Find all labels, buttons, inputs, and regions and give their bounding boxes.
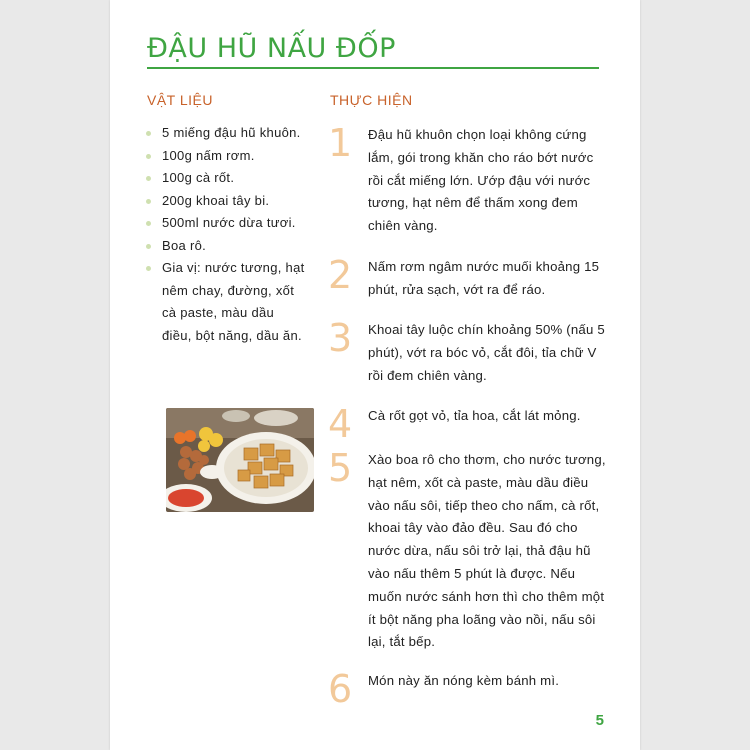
step-number: 6 <box>328 667 353 711</box>
ingredient-list <box>146 122 306 347</box>
bullet-icon <box>146 221 151 226</box>
title-divider <box>147 67 599 69</box>
step-text: Khoai tây luộc chín khoảng 50% (nấu 5 phút), vớt ra bóc vỏ, cắt đôi, tỉa chữ V rồi đem chiên vàng. <box>368 322 605 383</box>
step-text: Đậu hũ khuôn chọn loại không cứng lắm, gói trong khăn cho ráo bớt nước rồi cắt miếng lớn. Ướp đậu với nước tương, hạt nêm để thấm xong đem chiên vàng. <box>368 127 594 234</box>
bullet-icon <box>146 266 151 271</box>
ingredient-item: 100g nấm rơm. <box>146 145 306 168</box>
step-number: 1 <box>328 121 353 165</box>
step-text: Xào boa rô cho thơm, cho nước tương, hạt nêm, xốt cà paste, màu dầu điều vào nấu sôi, tiếp theo cho nấm, cà rốt, khoai tây vào đảo đều. Sau đó cho nước dừa, nấu sôi trở lại, thả đậu hũ vào nấu thêm 5 phút là được. Nếu muốn nước sánh hơn thì cho thêm một ít bột năng pha loãng vào nồi, nấu sôi lại, tắt bếp. <box>368 452 606 650</box>
step-text: Món này ăn nóng kèm bánh mì. <box>368 673 560 688</box>
ingredient-item: 100g cà rốt. <box>146 167 306 190</box>
step-number: 4 <box>328 402 353 446</box>
bullet-icon <box>146 131 151 136</box>
recipe-title: ĐẬU HŨ NẤU ĐỐP <box>147 33 396 64</box>
page-number: 5 <box>595 712 604 729</box>
ingredient-item: 5 miếng đậu hũ khuôn. <box>146 122 306 145</box>
bullet-icon <box>146 176 151 181</box>
step-text: Nấm rơm ngâm nước muối khoảng 15 phút, rửa sạch, vớt ra để ráo. <box>368 259 600 297</box>
step-number: 2 <box>328 253 353 297</box>
ingredient-item: 500ml nước dừa tươi. <box>146 212 306 235</box>
dish-photo-illustration <box>166 408 314 512</box>
ingredient-item: Gia vị: nước tương, hạt nêm chay, đường, xốt cà paste, màu dầu điều, bột năng, dầu ăn. <box>146 257 306 347</box>
bullet-icon <box>146 154 151 159</box>
bullet-icon <box>146 199 151 204</box>
dish-photo <box>166 408 314 512</box>
step-number: 5 <box>328 446 353 490</box>
ingredient-item: 200g khoai tây bi. <box>146 190 306 213</box>
recipe-page <box>110 0 640 750</box>
ingredient-item: Boa rô. <box>146 235 306 258</box>
step-number: 3 <box>328 316 353 360</box>
steps-heading: THỰC HIỆN <box>330 92 413 108</box>
bullet-icon <box>146 244 151 249</box>
ingredients-heading: VẬT LIỆU <box>147 92 213 108</box>
step-text: Cà rốt gọt vỏ, tỉa hoa, cắt lát mỏng. <box>368 408 581 423</box>
